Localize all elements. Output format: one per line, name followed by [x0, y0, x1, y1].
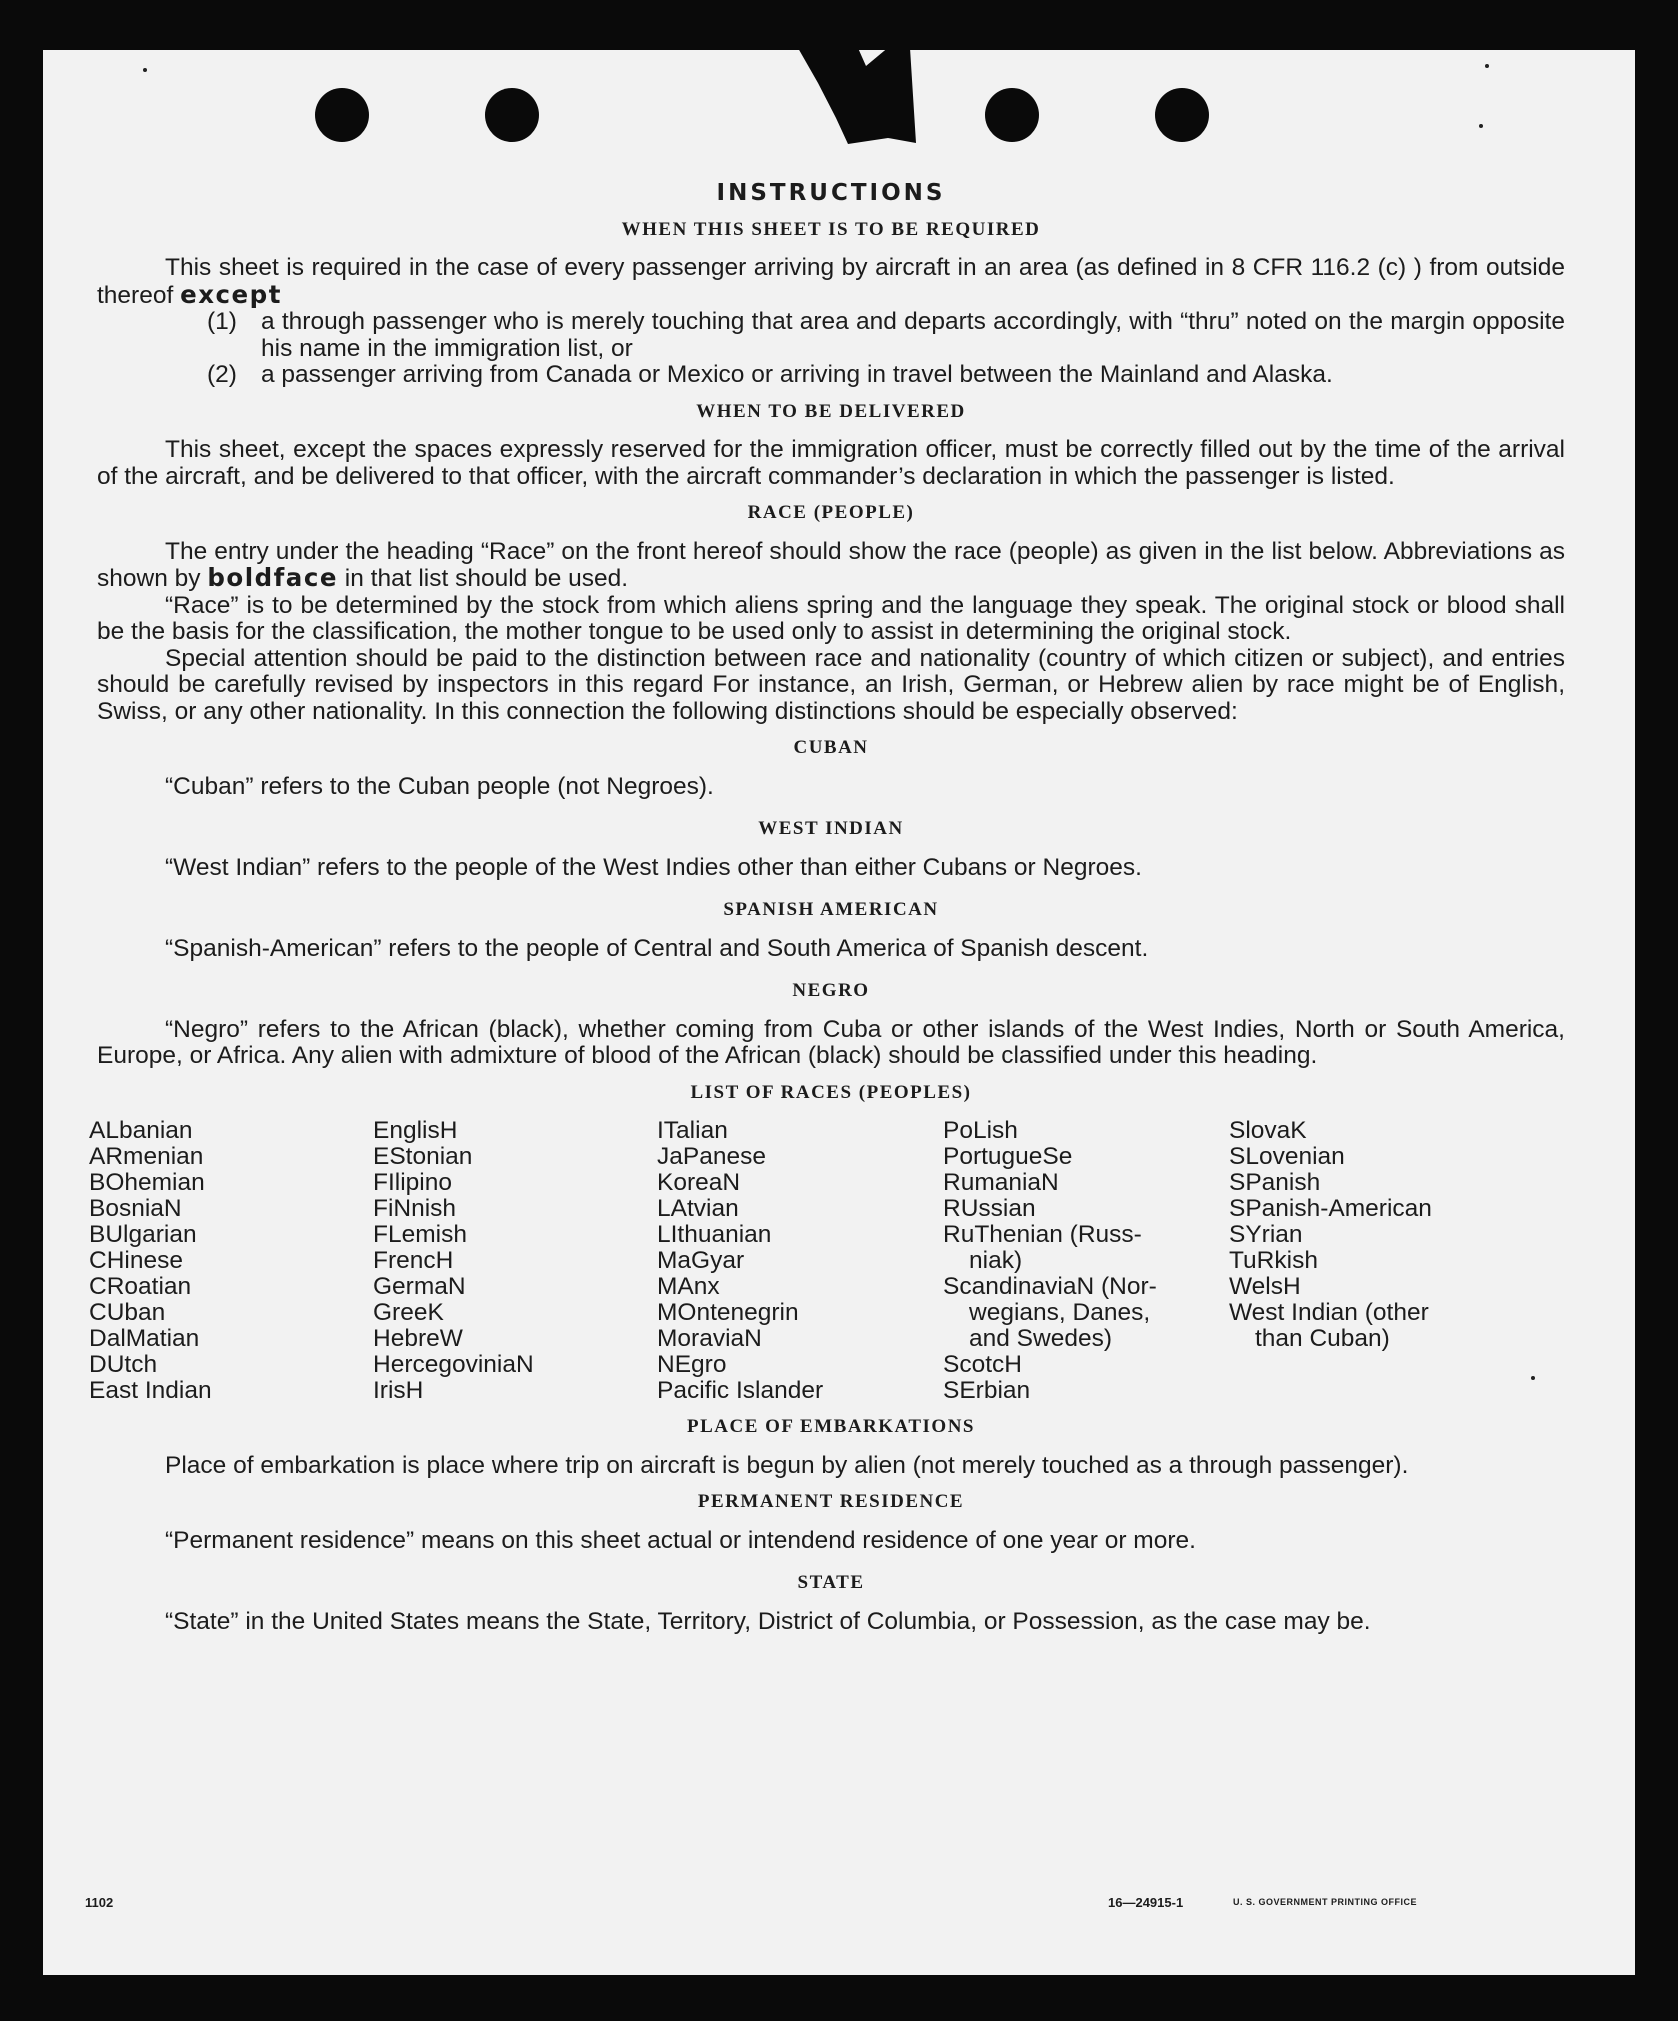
punch-hole — [315, 88, 369, 142]
section-heading-west-indian: WEST INDIAN — [758, 818, 904, 839]
spanish-american-text: “Spanish-American” refers to the people of Central and South America of Spanish descent. — [165, 934, 1149, 962]
race-entry: Pacific Islander — [657, 1377, 824, 1404]
race-entry: LAtvian — [657, 1195, 739, 1222]
delivered-text: This sheet, except the spaces expressly reserved for the immigration officer, must be correctly filled out by the time of the arrival of the aircraft, and be delivered to that officer, with the aircraft commander’s declaration in which the passenger is listed. — [97, 436, 1565, 490]
race-entry: PortugueSe — [943, 1143, 1073, 1170]
races-column-5 — [1229, 1118, 1489, 1404]
punch-hole — [1155, 88, 1209, 142]
race-entry: FIlipino — [373, 1169, 452, 1196]
race-entry: RUssian — [943, 1195, 1036, 1222]
race-entry: SPanish — [1229, 1169, 1321, 1196]
section-heading-spanish-american: SPANISH AMERICAN — [723, 899, 939, 920]
cuban-text: “Cuban” refers to the Cuban people (not Negroes). — [165, 772, 714, 800]
race-entry: BUlgarian — [89, 1221, 197, 1248]
race-entry: MAnx — [657, 1273, 720, 1300]
race-entry: SlovaK — [1229, 1117, 1307, 1144]
section-heading-delivered: WHEN TO BE DELIVERED — [696, 400, 966, 422]
race-entry: ScandinaviaN (Nor- — [943, 1273, 1157, 1300]
race-entry: EStonian — [373, 1143, 473, 1170]
race-entry: DalMatian — [89, 1325, 200, 1352]
residence-text: “Permanent residence” means on this sheet actual or intendend residence of one year or more. — [165, 1526, 1196, 1554]
race-entry: ARmenian — [89, 1143, 204, 1170]
race-entry: GreeK — [373, 1299, 444, 1326]
race-paragraph-1: The entry under the heading “Race” on the front hereof should show the race (people) as given in the list below. Abbreviations as shown by boldface in that list should be used. — [97, 537, 1565, 592]
section-heading-embarkation: PLACE OF EMBARKATIONS — [686, 1416, 976, 1437]
race-entry: GermaN — [373, 1273, 466, 1300]
section-heading-cuban: CUBAN — [793, 737, 869, 758]
races-column-4 — [943, 1118, 1229, 1404]
punch-hole — [485, 88, 539, 142]
race-paragraph-3: Special attention should be paid to the distinction between race and nationality (country of which citizen or subject), and entries should be carefully revised by inspectors in this regard For instance, an Irish, German, or Hebrew alien by race might be of English, Swiss, or any other nationality. In this connection the following distinctions should be especially observed: — [97, 644, 1565, 725]
punch-hole — [985, 88, 1039, 142]
required-item-2: (2) a passenger arriving from Canada or Mexico or arriving in travel between the Mainland and Alaska. — [207, 361, 1333, 388]
document-sheet — [43, 50, 1635, 1975]
required-item-1: (1) a through passenger who is merely touching that area and departs accordingly, with “thru” noted on the margin opposite his name in the immigration list, or — [207, 308, 1565, 362]
race-entry-continued: and Swedes) — [969, 1325, 1113, 1352]
printer-imprint: U. S. GOVERNMENT PRINTING OFFICE — [1233, 1897, 1418, 1907]
races-column-2 — [373, 1118, 657, 1404]
race-entry: MaGyar — [657, 1247, 745, 1274]
race-entry: RuThenian (Russ- — [943, 1221, 1142, 1248]
race-entry: HercegoviniaN — [373, 1351, 534, 1378]
race-entry-continued: niak) — [969, 1247, 1023, 1274]
race-entry: East Indian — [89, 1377, 212, 1404]
embarkation-text: Place of embarkation is place where trip on aircraft is begun by alien (not merely touched as a through passenger). — [165, 1451, 1409, 1479]
race-entry: SLovenian — [1229, 1143, 1345, 1170]
race-entry: IrisH — [373, 1377, 424, 1404]
race-entry: WelsH — [1229, 1273, 1301, 1300]
race-entry: West Indian (other — [1229, 1299, 1429, 1326]
race-entry: MOntenegrin — [657, 1299, 799, 1326]
section-heading-negro: NEGRO — [792, 980, 870, 1001]
race-entry: PoLish — [943, 1117, 1018, 1144]
race-entry-continued: wegians, Danes, — [969, 1299, 1151, 1326]
form-number: 1102 — [85, 1895, 114, 1910]
state-text: “State” in the United States means the State, Territory, District of Columbia, or Possession, as the case may be. — [165, 1607, 1371, 1635]
torn-edge-mark — [798, 50, 958, 148]
races-list — [89, 1118, 1565, 1404]
race-entry: BOhemian — [89, 1169, 205, 1196]
race-entry: RumaniaN — [943, 1169, 1059, 1196]
race-entry: DUtch — [89, 1351, 158, 1378]
race-entry: NEgro — [657, 1351, 727, 1378]
race-entry: CHinese — [89, 1247, 183, 1274]
races-column-3 — [657, 1118, 943, 1404]
page-title: INSTRUCTIONS — [716, 180, 946, 206]
section-heading-required: WHEN THIS SHEET IS TO BE REQUIRED — [621, 218, 1041, 240]
race-entry-continued: than Cuban) — [1255, 1325, 1390, 1352]
race-entry: CRoatian — [89, 1273, 192, 1300]
race-entry: FLemish — [373, 1221, 467, 1248]
race-entry: JaPanese — [657, 1143, 766, 1170]
race-entry: FiNnish — [373, 1195, 457, 1222]
required-intro: This sheet is required in the case of every passenger arriving by aircraft in an area (as defined in 8 CFR 116.2 (c) ) from outside thereof except — [97, 254, 1565, 309]
race-entry: FrencH — [373, 1247, 454, 1274]
section-heading-race: RACE (PEOPLE) — [747, 502, 915, 523]
race-paragraph-2: “Race” is to be determined by the stock from which aliens spring and the language they speak. The original stock or blood shall be the basis for the classification, the mother tongue to be used only to assist in determining the original stock. — [97, 591, 1565, 645]
race-entry: SPanish-American — [1229, 1195, 1432, 1222]
race-entry: LIthuanian — [657, 1221, 772, 1248]
race-entry: ScotcH — [943, 1351, 1022, 1378]
race-entry: CUban — [89, 1299, 166, 1326]
race-entry: MoraviaN — [657, 1325, 762, 1352]
race-entry: SYrian — [1229, 1221, 1303, 1248]
print-code: 16—24915-1 — [1108, 1895, 1184, 1910]
negro-text: “Negro” refers to the African (black), whether coming from Cuba or other islands of the West Indies, North or South America, Europe, or Africa. Any alien with admixture of blood of the African (black) should be classified under this heading. — [97, 1015, 1565, 1069]
race-entry: BosniaN — [89, 1195, 182, 1222]
west-indian-text: “West Indian” refers to the people of the West Indies other than either Cubans or Negroes. — [165, 853, 1142, 881]
race-entry: TuRkish — [1229, 1247, 1318, 1274]
instructions-body — [89, 180, 1565, 1635]
race-entry: SErbian — [943, 1377, 1031, 1404]
race-entry: ALbanian — [89, 1117, 193, 1144]
section-heading-permanent-residence: PERMANENT RESIDENCE — [697, 1491, 965, 1512]
race-entry: ITalian — [657, 1117, 728, 1144]
section-heading-state: STATE — [797, 1572, 865, 1593]
race-entry: KoreaN — [657, 1169, 741, 1196]
section-heading-list-of-races: LIST OF RACES (PEOPLES) — [690, 1081, 972, 1103]
race-entry: EnglisH — [373, 1117, 458, 1144]
race-entry: HebreW — [373, 1325, 463, 1352]
races-column-1 — [89, 1118, 373, 1404]
